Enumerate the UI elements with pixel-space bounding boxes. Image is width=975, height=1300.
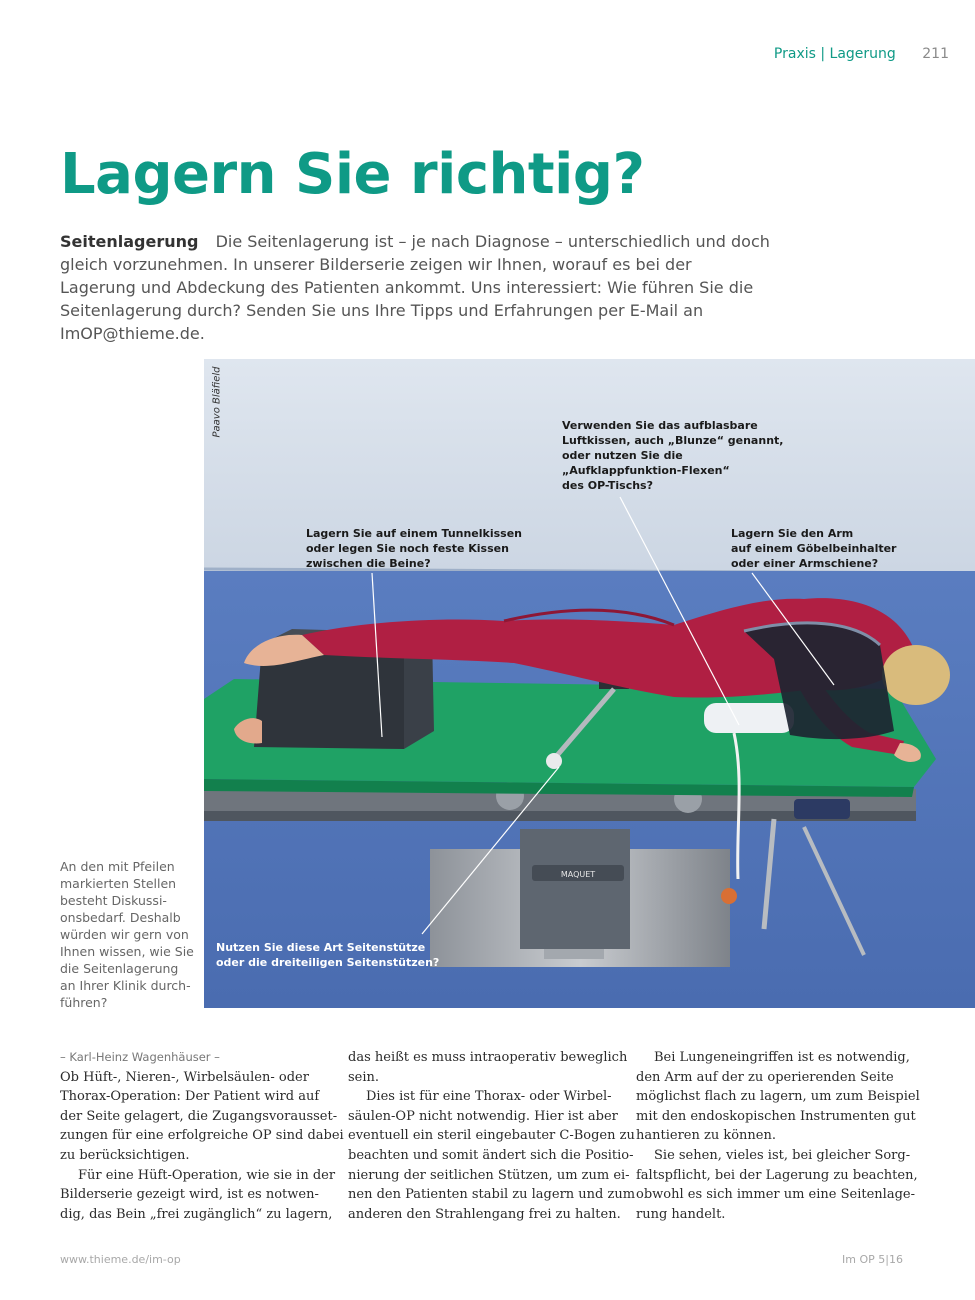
callout-side-support — [216, 940, 439, 970]
article-lede — [60, 230, 770, 345]
callout-line: Nutzen Sie diese Art Seitenstütze — [216, 941, 426, 954]
table-brand-label: MAQUET — [560, 870, 596, 879]
body-line: hantieren zu können. — [636, 1128, 776, 1144]
body-line: Dies ist für eine Thorax- oder Wirbel- — [366, 1089, 612, 1105]
callout-line: zwischen die Beine? — [306, 557, 431, 570]
body-line: anderen den Strahlengang frei zu halten. — [348, 1206, 621, 1222]
body-line: obwohl es sich immer um eine Seitenlage- — [636, 1187, 915, 1203]
author-line: – Karl-Heinz Wagenhäuser – — [60, 1050, 220, 1064]
body-line: rung handelt. — [636, 1206, 726, 1222]
body-line: möglichst flach zu lagern, um zum Beispiel — [636, 1089, 920, 1105]
body-column-2 — [348, 1048, 636, 1224]
callout-arm-holder — [731, 526, 896, 571]
body-line: den Arm auf der zu operierenden Seite — [636, 1069, 894, 1085]
callout-line: auf einem Göbelbeinhalter — [731, 542, 897, 555]
body-line: faltspflicht, bei der Lagerung zu beachten, — [636, 1167, 918, 1183]
lede-text: Die Seitenlagerung ist – je nach Diagnose – unterschiedlich und doch gleich vorzunehmen. In unserer Bilderserie zeigen wir Ihnen, worauf es bei der Lagerung und Abdeckung des Patienten ankommt. Uns interessiert: Wie führen Sie die Seitenlagerung durch? Senden Sie uns Ihre Tipps und Erfahrungen per E-Mail an ImOP@thieme.de. — [60, 232, 770, 343]
body-line: Bilderserie gezeigt wird, ist es notwen- — [60, 1187, 319, 1203]
photo-credit — [208, 366, 226, 438]
lede-kicker: Seitenlagerung — [60, 232, 199, 251]
caption-line: würden wir gern von — [60, 927, 189, 942]
body-line: beachten und somit ändert sich die Positio- — [348, 1147, 634, 1163]
body-line: sein. — [348, 1069, 380, 1085]
photo-credit-text: Paavo Bläfield — [211, 366, 223, 438]
body-line: Ob Hüft-, Nieren-, Wirbelsäulen- oder — [60, 1069, 309, 1085]
callout-line: Lagern Sie den Arm — [731, 527, 854, 540]
section-label: Praxis | Lagerung — [773, 46, 896, 62]
body-line: Thorax-Operation: Der Patient wird auf — [60, 1089, 320, 1105]
body-line: zu berücksichtigen. — [60, 1147, 190, 1163]
body-line: zungen für eine erfolgreiche OP sind dabei — [60, 1128, 344, 1144]
photo-caption — [60, 858, 194, 1011]
caption-line: Ihnen wissen, wie Sie — [60, 944, 194, 959]
caption-line: besteht Diskussi- — [60, 893, 167, 908]
callout-line: „Aufklappfunktion-Flexen“ — [562, 464, 730, 477]
callout-line: oder die dreiteiligen Seitenstützen? — [216, 956, 440, 969]
body-line: nierung der seitlichen Stützen, um zum ei- — [348, 1167, 630, 1183]
callout-line: Lagern Sie auf einem Tunnelkissen — [306, 527, 523, 540]
callout-line: Luftkissen, auch „Blunze“ genannt, — [562, 434, 784, 447]
caption-line: markierten Stellen — [60, 876, 177, 891]
body-line: säulen-OP nicht notwendig. Hier ist aber — [348, 1108, 618, 1124]
callout-line: oder nutzen Sie die — [562, 449, 683, 462]
body-line: Für eine Hüft-Operation, wie sie in der — [78, 1167, 336, 1183]
caption-line: führen? — [60, 995, 108, 1010]
body-line: Bei Lungeneingriffen ist es notwendig, — [654, 1050, 910, 1065]
footer-issue: Im OP 5|16 — [842, 1253, 903, 1266]
running-header — [774, 46, 949, 62]
page-number: 211 — [922, 46, 949, 62]
callout-line: des OP-Tischs? — [562, 479, 653, 492]
caption-line: onsbedarf. Deshalb — [60, 910, 181, 925]
callout-line: oder legen Sie noch feste Kissen — [306, 542, 509, 555]
body-line: das heißt es muss intraoperativ beweglich — [348, 1050, 628, 1065]
caption-line: die Seitenlagerung — [60, 961, 179, 976]
footer-url: www.thieme.de/im-op — [60, 1253, 181, 1266]
body-line: der Seite gelagert, die Zugangsvorausset- — [60, 1108, 338, 1124]
caption-line: an Ihrer Klinik durch- — [60, 978, 191, 993]
body-column-3 — [636, 1048, 920, 1224]
caption-line: An den mit Pfeilen — [60, 859, 175, 874]
body-line: eventuell ein steril eingebauter C-Bogen zu — [348, 1128, 635, 1144]
article-title: Lagern Sie richtig? — [60, 142, 645, 207]
body-line: Sie sehen, vieles ist, bei gleicher Sorg- — [654, 1147, 911, 1163]
body-column-1 — [60, 1048, 344, 1224]
callout-line: oder einer Armschiene? — [731, 557, 879, 570]
callout-air-cushion — [562, 418, 783, 493]
body-line: dig, das Bein „frei zugänglich“ zu lagern, — [60, 1206, 333, 1222]
body-line: mit den endoskopischen Instrumenten gut — [636, 1108, 916, 1124]
body-line: nen den Patienten stabil zu lagern und zum — [348, 1187, 636, 1203]
callout-line: Verwenden Sie das aufblasbare — [562, 419, 758, 432]
callout-tunnel-cushion — [306, 526, 522, 571]
